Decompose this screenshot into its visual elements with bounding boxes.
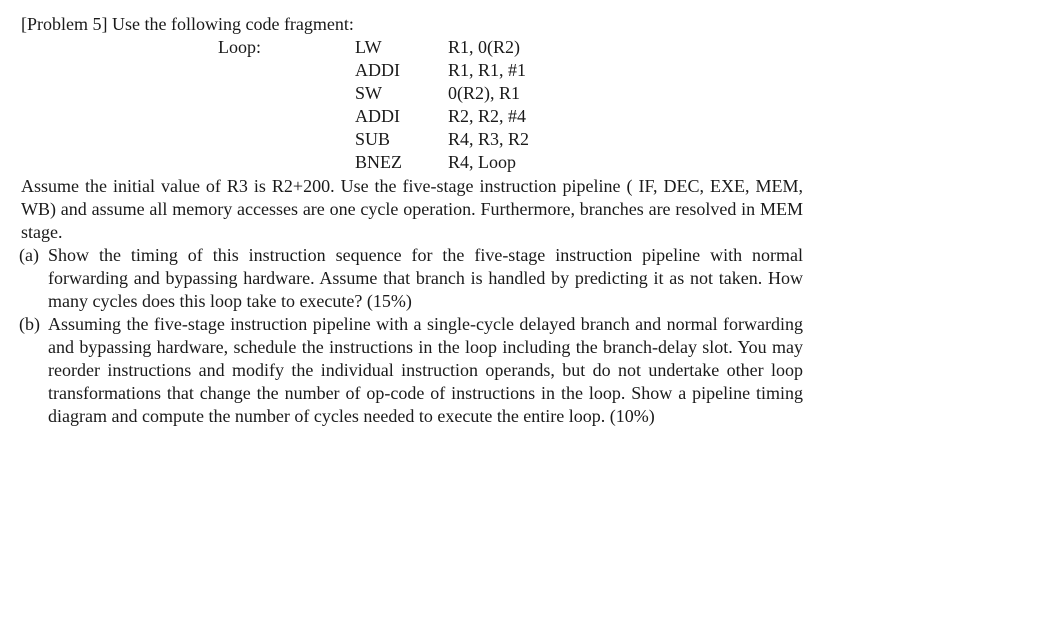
code-op: LW <box>355 37 382 57</box>
code-args: R1, R1, #1 <box>448 60 527 80</box>
part-b <box>21 313 803 428</box>
intro-paragraph: Assume the initial value of R3 is R2+200. Use the five-stage instruction pipeline ( IF, DEC, EXE, MEM, WB) and assume all memory accesses are one cycle operation. Furthermore, branches are resolved in MEM stage. <box>21 176 803 242</box>
code-args: R1, 0(R2) <box>448 37 520 57</box>
part-a <box>21 244 803 313</box>
problem-title: [Problem 5] Use the following code fragment: <box>21 14 354 34</box>
code-op: BNEZ <box>355 152 402 172</box>
part-b-text: Assuming the five-stage instruction pipeline with a single-cycle delayed branch and normal forwarding and bypassing hardware, schedule the instructions in the loop including the branch-delay slot. You may reorder instructions and modify the individual instruction operands, but do not undertake other loop transformations that change the number of op-code of instructions in the loop. Show a pipeline timing diagram and compute the number of cycles needed to execute the entire loop. (10%) <box>48 314 803 426</box>
code-args: 0(R2), R1 <box>448 83 520 103</box>
code-op: SW <box>355 83 382 103</box>
code-op: SUB <box>355 129 391 149</box>
code-args: R2, R2, #4 <box>448 106 527 126</box>
part-a-marker: (a) <box>19 245 39 265</box>
code-op: ADDI <box>355 60 400 80</box>
code-op: ADDI <box>355 106 400 126</box>
part-b-marker: (b) <box>19 314 40 334</box>
code-args: R4, Loop <box>448 152 517 172</box>
code-args: R4, R3, R2 <box>448 129 530 149</box>
loop-label: Loop: <box>218 37 261 57</box>
problem-body <box>21 175 803 428</box>
part-a-text: Show the timing of this instruction sequence for the five-stage instruction pipeline with normal forwarding and bypassing hardware. Assume that branch is handled by predicting it as not taken. How many cycles does this loop take to execute? (15%) <box>48 245 803 311</box>
